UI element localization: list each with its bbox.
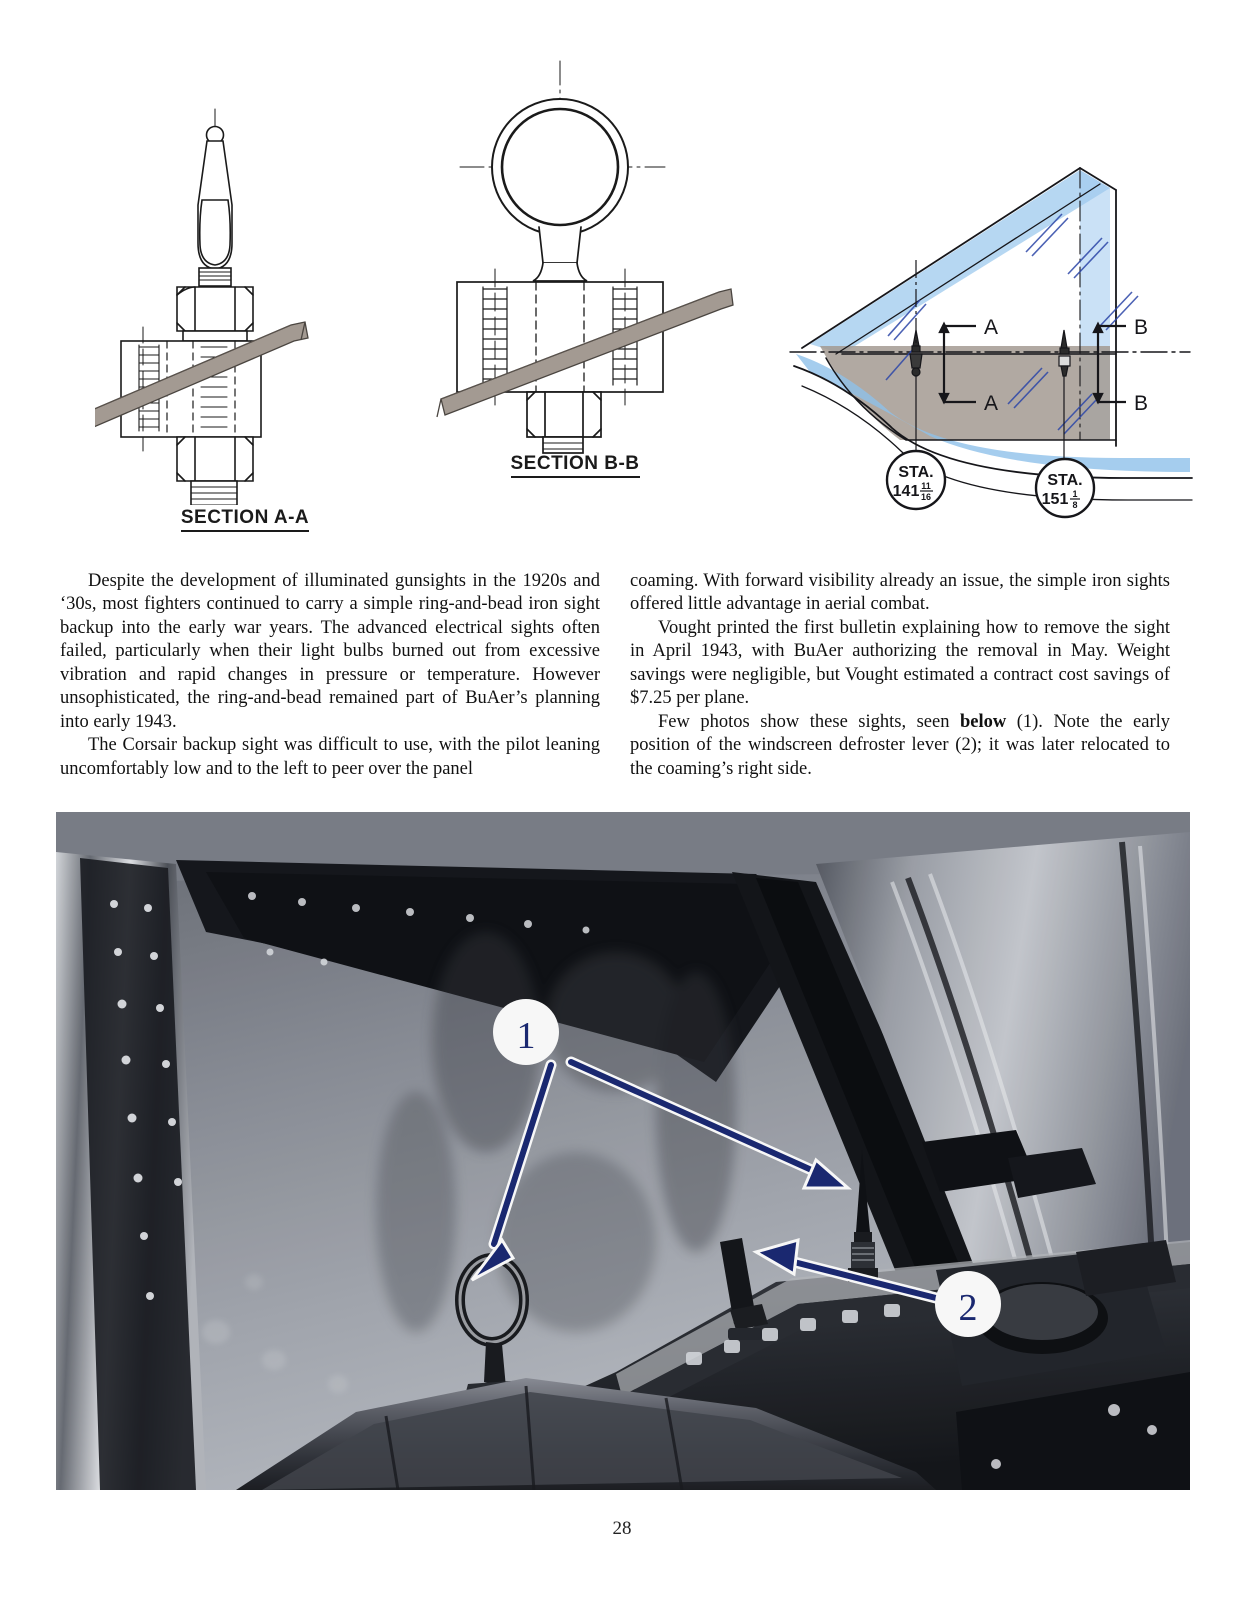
station-141-denominator: 16 [920, 492, 932, 502]
body-text [60, 570, 1170, 805]
paragraph-5-bold: below [959, 711, 1007, 732]
station-151-prefix: STA. [1047, 472, 1083, 489]
station-141-whole: 141 [892, 483, 920, 500]
station-balloon-151 [1036, 459, 1094, 517]
left-column [60, 570, 600, 805]
right-column [630, 570, 1170, 805]
cut-label-a-lower: A [984, 392, 999, 415]
cut-label-b-lower: B [1134, 392, 1149, 415]
station-151-whole: 151 [1041, 491, 1069, 508]
page-number: 28 [612, 1518, 632, 1539]
station-151-numerator: 1 [1072, 489, 1078, 499]
paragraph-5-pre: Few photos show these sights, seen [658, 711, 960, 732]
section-aa-caption: SECTION A-A [181, 507, 309, 532]
station-balloon-141 [887, 451, 945, 509]
paragraph-5 [630, 711, 1170, 781]
station-141-prefix: STA. [898, 464, 934, 481]
cut-label-a-upper: A [984, 316, 999, 339]
callout-2-label: 2 [958, 1287, 978, 1329]
cockpit-photograph [56, 812, 1190, 1490]
technical-drawings-figure [0, 0, 1244, 560]
windscreen-svg [780, 140, 1200, 530]
cut-label-b-upper: B [1134, 316, 1149, 339]
section-bb-drawing [415, 55, 735, 500]
paragraph-3: coaming. With forward visibility already an issue, the simple iron sights offered little advantage in aerial combat. [630, 571, 1170, 615]
windscreen-profile-drawing [780, 140, 1200, 530]
paragraph-2: The Corsair backup sight was difficult to use, with the pilot leaning uncomfortably low and to the left to peer over the panel [60, 735, 600, 779]
station-151-denominator: 8 [1072, 500, 1078, 510]
callout-1-label: 1 [516, 1015, 536, 1057]
paragraph-5-post: (1). Note the early position of the windscreen defroster lever (2); it was later relocated to the coaming’s right side. [630, 711, 1170, 779]
station-141-numerator: 11 [921, 481, 931, 491]
section-bb-caption: SECTION B-B [511, 453, 640, 478]
section-aa-drawing [95, 95, 395, 540]
section-bb-svg [415, 55, 735, 455]
section-aa-svg [95, 95, 395, 505]
cockpit-photo-svg [56, 812, 1190, 1490]
paragraph-1: Despite the development of illuminated gunsights in the 1920s and ‘30s, most fighters continued to carry a simple ring-and-bead iron sight backup into the early war years. The advanced electrical sights often failed, particularly when their light bulbs burned out from excessive vibration and rapid changes in pressure or temperature. However unsophisticated, the ring-and-bead remained part of BuAer’s planning into early 1943. [60, 571, 600, 732]
paragraph-4: Vought printed the first bulletin explaining how to remove the sight in April 1943, with BuAer authorizing the removal in May. Weight savings were negligible, but Vought estimated a contract cost savings of $7.25 per plane. [630, 617, 1170, 709]
